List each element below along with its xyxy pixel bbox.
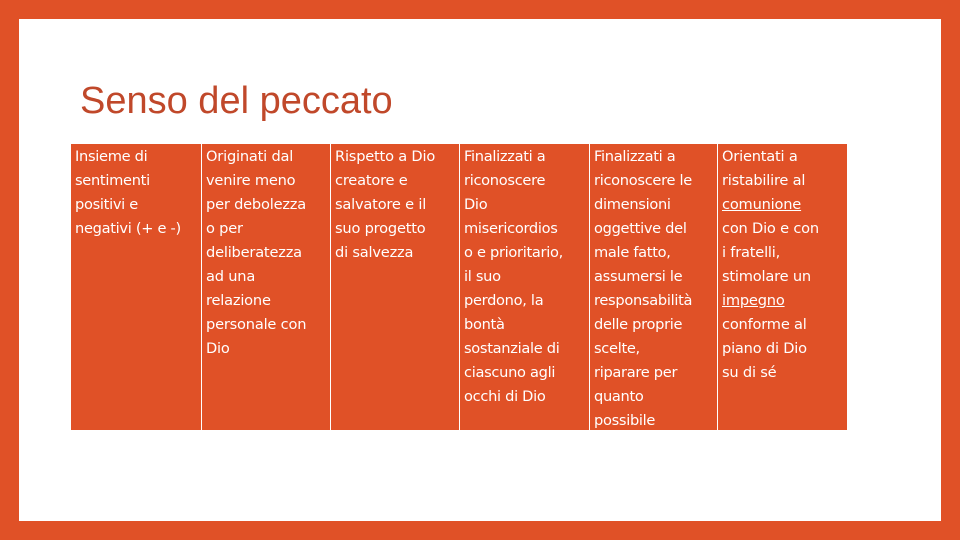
table-cell-origine: Originati dal venire meno per debolezza o per deliberatezza ad una relazione personale con Dio (201, 144, 330, 430)
content-table (71, 144, 847, 430)
table-cell-rispetto-a-dio: Rispetto a Dio creatore e salvatore e il suo progetto di salvezza (330, 144, 459, 430)
cell-text: conforme al piano di Dio su di sé (722, 316, 807, 381)
cell-text: con Dio e con i fratelli, stimolare un (722, 220, 819, 285)
table-cell-misericordia: Finalizzati a riconoscere Dio misericordios o e prioritario, il suo perdono, la bontà sostanziale di ciascuno agli occhi di Dio (459, 144, 589, 430)
cell-text: Orientati a ristabilire al (722, 148, 806, 189)
table-cell-sentimenti: Insieme di sentimenti positivi e negativi (+ e -) (75, 148, 181, 237)
table-cell-responsabilita: Finalizzati a riconoscere le dimensioni oggettive del male fatto, assumersi le responsabilità delle proprie scelte, riparare per quanto possibile (589, 144, 717, 430)
underlined-word-impegno: impegno (722, 292, 785, 309)
slide-title: Senso del peccato (80, 80, 393, 122)
table-cell-comunione (717, 144, 847, 430)
underlined-word-comunione: comunione (722, 196, 802, 213)
